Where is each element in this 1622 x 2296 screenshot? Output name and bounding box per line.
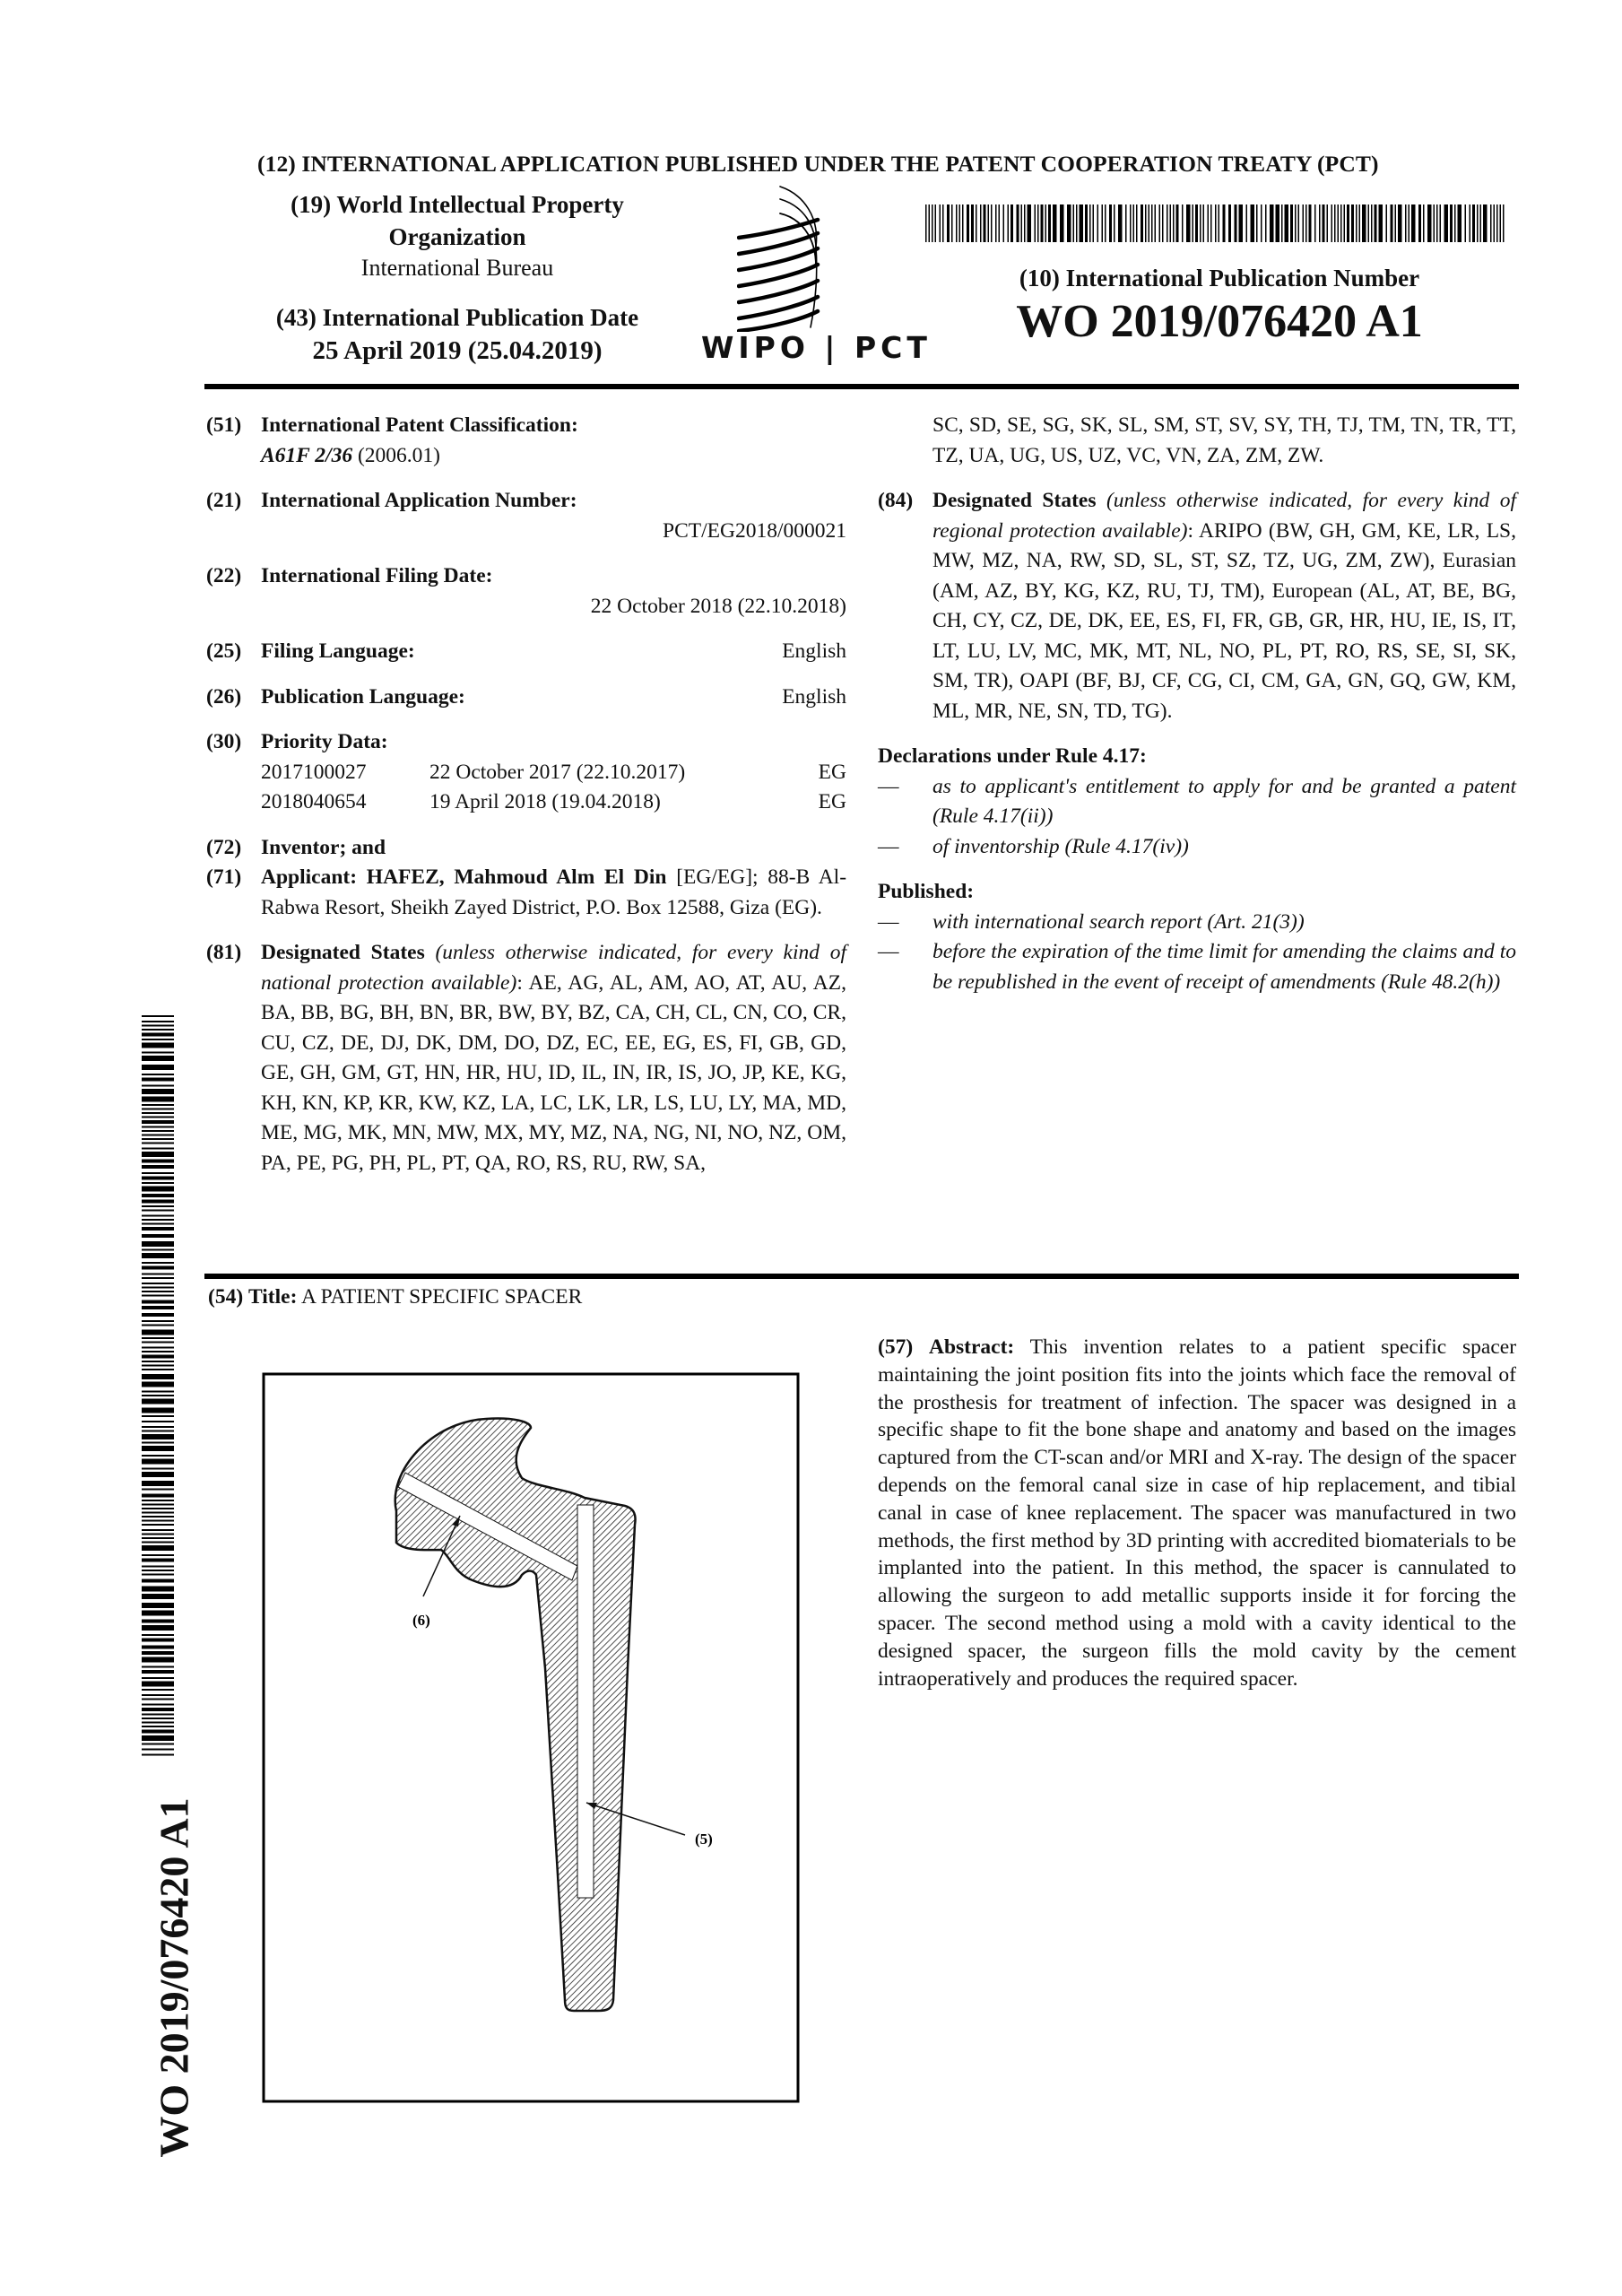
office-bureau: International Bureau [360,255,554,281]
national-states-list: : AE, AG, AL, AM, AO, AT, AU, AZ, BA, BB, BG, BH, BN, BR, BW, BY, BZ, CA, CH, CL, CN, CO, CR, CU, CZ, DE, DJ, DK, DM, DO, DZ, EC, EE, EG, ES, FI, GB, GD, GE, GH, GM, GT, HN, HR, HU, ID, IL, IN, IR, IS, JO, JP, KE, KG, KH, KN, KP, KR, KW, KZ, LA, LC, LK, LR, LS, LU, LY, MA, MD, ME, MG, MK, MN, MW, MX, MY, MZ, NA, NG, NI, NO, NZ, OM, PA, PE, PG, PH, PL, PT, QA, RO, RS, RU, RW, SA, [261,970,846,1175]
office-name-line1: (19) World Intellectual Property [291,191,624,218]
section-divider [204,1274,1519,1279]
field-81-designated-states: (81) Designated States (unless otherwise indicated, for every kind of national protection available): AE, AG, AL, AM, AO, AT, AU, AZ, BA, BB, BG, BH, BN, BR, BW, BY, BZ, CA, CH, CL, CN, CO, CR, CU, CZ, DE, DJ, DK, DM, DO, DZ, EC, EE, EG, ES, FI, GB, GD, GE, GH, GM, GT, HN, HR, HU, ID, IL, IN, IR, IS, JO, JP, KE, KG, KH, KN, KP, KR, KW, KZ, LA, LC, LK, LR, LS, LU, LY, MA, MD, ME, MG, MK, MN, MW, MX, MY, MZ, NA, NG, NI, NO, NZ, OM, PA, PE, PG, PH, PL, PT, QA, RO, RS, RU, RW, SA, [206,941,847,1175]
declarations-heading: Declarations under Rule 4.17: [878,744,1147,768]
bibliographic-left-column [206,411,846,1178]
field-72-inventor: (72) Inventor; and [206,835,386,859]
header-divider [204,384,1519,389]
regional-states-list: : ARIPO (BW, GH, GM, KE, LR, LS, MW, MZ, NA, RW, SD, SL, ST, SZ, TZ, UG, ZM, ZW), Eurasian (AM, AZ, BY, KG, KZ, RU, TJ, TM), European (AL, AT, BE, BG, CH, CY, CZ, DE, DK, EE, ES, FI, FR, GB, GR, HR, HU, IE, IS, IT, LT, LU, LV, MC, MK, MT, NL, NO, PL, PT, RO, RS, SE, SI, SK, SM, TR), OAPI (BF, BJ, CF, CG, CI, CM, GA, GN, GQ, GW, KM, ML, MR, NE, SN, TD, TG). [932,518,1516,723]
classification-code: A61F 2/36 [261,443,353,467]
published-heading: Published: [878,880,975,903]
rotated-publication-number: WO 2019/076420 A1 [151,1797,197,2158]
publication-date-block [260,301,655,368]
declaration-item: — as to applicant's entitlement to apply for and be granted a patent (Rule 4.17(ii)) [878,774,1516,828]
document-type-heading: (12) INTERNATIONAL APPLICATION PUBLISHED UNDER THE PATENT COOPERATION TREATY (PCT) [257,151,1379,177]
field-21-application-number: (21) International Application Number: PCT/EG2018/000021 [206,486,846,546]
applicant-name: HAFEZ, Mahmoud Alm El Din [366,865,667,889]
field-26-publication-language: (26) Publication Language: English [206,683,846,713]
vertical-barcode-icon [142,1015,174,1756]
office-name-line2: Organization [388,223,526,250]
field-30-priority-data: (30) Priority Data: 2017100027 22 October 2017 (22.10.2017) EG 2018040654 19 April 2018 (19.04.2018) EG [206,727,846,818]
wipo-pct-wordmark: WIPO | PCT [701,330,932,365]
classification-label: International Patent Classification: [261,413,578,437]
barcode-icon [925,204,1506,242]
abstract-text: This invention relates to a patient specific spacer maintaining the joint position fits into the joints which face the removal of the prosthesis for treatment of infection. The spacer was designed in a specific shape to fit the bone shape and anatomy and based on the images captured from the CT-scan and/or MRI and X-ray. The design of the spacer depends on the femoral canal size in case of hip replacement, and tibial canal in case of knee replacement. The spacer was manufactured in two methods, the first method by 3D printing with accredited biomaterials to be implanted into the patient. In this method, the spacer is cannulated to allowing the surgeon to add metallic supports inside it for forcing the spacer. The second method using a mold with a cavity identical to the designed spacer, the surgeon fills the mold cavity by the cement intraoperatively and produces the required spacer. [878,1335,1517,1691]
application-number-value: PCT/EG2018/000021 [663,518,846,543]
field-81-continued: SC, SD, SE, SG, SK, SL, SM, ST, SV, SY, TH, TJ, TM, TN, TR, TT, TZ, UA, UG, US, UZ, VC, VN, ZA, ZM, ZW. [932,413,1516,467]
priority-row: 2017100027 22 October 2017 (22.10.2017) EG [261,760,846,784]
published-item: — with international search report (Art. 21(3)) [878,909,1305,934]
bibliographic-right-column [878,411,1516,997]
publication-number-block [968,262,1470,350]
filing-date-value: 22 October 2018 (22.10.2018) [590,594,846,618]
wipo-logo-icon [737,184,822,332]
declaration-item: — of inventorship (Rule 4.17(iv)) [878,834,1189,858]
filing-language-value: English [782,639,846,663]
office-block [269,188,646,283]
publication-language-value: English [782,684,846,709]
classification-version: (2006.01) [357,443,440,467]
callout-5: (5) [695,1831,713,1848]
priority-row: 2018040654 19 April 2018 (19.04.2018) EG [261,790,846,813]
published-item: — before the expiration of the time limit for amending the claims and to be republished in the event of receipt of amendments (Rule 48.2(h)) [878,940,1516,994]
abstract: (57) Abstract: This invention relates to a patient specific spacer maintaining the joint position fits into the joints which face the removal of the prosthesis for treatment of infection. The spacer was designed in a specific shape to fit the bone shape and anatomy and based on the images captured from the CT-scan and/or MRI and X-ray. The design of the spacer depends on the femoral canal size in case of hip replacement, and tibial canal in case of knee replacement. The spacer was manufactured in two methods, the first method by 3D printing with accredited biomaterials to be implanted into the patient. In this method, the spacer is cannulated to allowing the surgeon to add metallic supports inside it for forcing the spacer. The second method using a mold with a cavity identical to the designed spacer, the surgeon fills the mold cavity by the cement intraoperatively and produces the required spacer. [878,1335,1517,1691]
invention-title-value: A PATIENT SPECIFIC SPACER [301,1285,583,1309]
publication-date-label: (43) International Publication Date [275,304,639,331]
applicant-address: 88-B Al-Rabwa Resort, Sheikh Zayed District, P.O. Box 12588, Giza (EG). [261,865,847,919]
field-71-applicant: (71) Applicant: HAFEZ, Mahmoud Alm El Din [EG/EG]; 88-B Al-Rabwa Resort, Sheikh Zayed District, P.O. Box 12588, Giza (EG). [206,865,847,919]
field-22-filing-date: (22) International Filing Date: 22 October 2018 (22.10.2018) [206,561,846,622]
publication-date-value: 25 April 2019 (25.04.2019) [312,336,603,365]
spacer-body-icon [395,1419,636,2011]
publication-number-label: (10) International Publication Number [1019,265,1420,291]
callout-6: (6) [412,1612,430,1629]
spacer-drawing-figure [262,1372,800,2103]
invention-title: (54) Title: A PATIENT SPECIFIC SPACER [208,1285,583,1309]
field-84-regional-states: (84) Designated States (unless otherwise indicated, for every kind of regional protection available): ARIPO (BW, GH, GM, KE, LR, LS, MW, MZ, NA, RW, SD, SL, ST, SZ, TZ, UG, ZM, ZW), Eurasian (AM, AZ, BY, KG, KZ, RU, TJ, TM), European (AL, AT, BE, BG, CH, CY, CZ, DE, DK, EE, ES, FI, FR, GB, GR, HR, HU, IE, IS, IT, LT, LU, LV, MC, MK, MT, NL, NO, PL, PT, RO, RS, SE, SI, SK, SM, TR), OAPI (BF, BJ, CF, CG, CI, CM, GA, GN, GQ, GW, KM, ML, MR, NE, SN, TD, TG). [878,489,1517,723]
publication-number-value: WO 2019/076420 A1 [1016,296,1423,347]
field-51-classification: (51) International Patent Classification: A61F 2/36 (2006.01) [206,411,846,471]
field-25-filing-language: (25) Filing Language: English [206,637,846,667]
